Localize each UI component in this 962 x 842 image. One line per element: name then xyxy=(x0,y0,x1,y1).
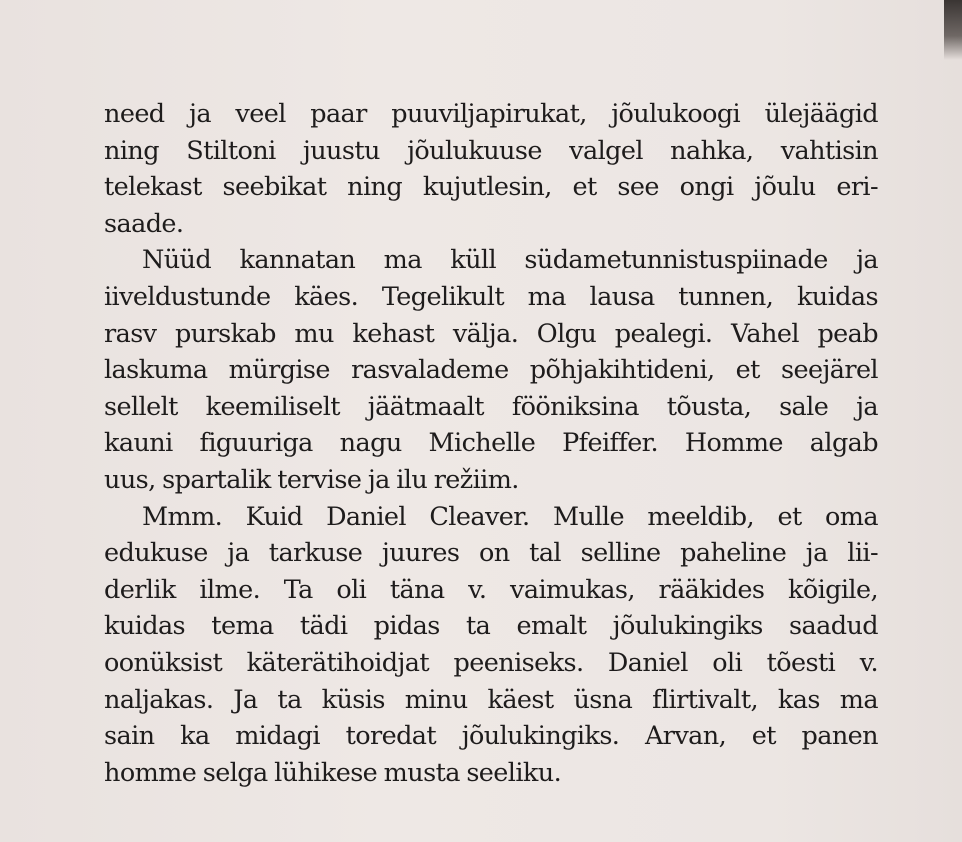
text-line: homme selga lühikese musta seeliku. xyxy=(104,757,562,788)
text-line: need ja veel paar puuviljapirukat, jõulukoogi ülejäägid xyxy=(104,99,878,129)
text-line: laskuma mürgise rasvalademe põhjakihtideni, et seejärel xyxy=(104,355,878,386)
text-line: iiveldustunde käes. Tegelikult ma lausa tunnen, kuidas xyxy=(104,281,878,312)
text-line: saade. xyxy=(104,208,184,239)
text-line: Nüüd kannatan ma küll südametunnistuspiinade ja xyxy=(142,245,878,276)
paragraph-3 xyxy=(104,499,878,792)
paragraph-1 xyxy=(104,96,878,242)
text-line: ning Stiltoni juustu jõulukuuse valgel nahka, vahtisin xyxy=(104,135,878,166)
text-line: derlik ilme. Ta oli täna v. vaimukas, rääkides kõigile, xyxy=(104,574,878,605)
text-line: naljakas. Ja ta küsis minu käest üsna flirtivalt, kas ma xyxy=(104,684,878,715)
text-line: uus, spartalik tervise ja ilu režiim. xyxy=(104,464,519,495)
paragraph-2 xyxy=(104,242,878,498)
text-line: sain ka midagi toredat jõulukingiks. Arvan, et panen xyxy=(104,721,878,752)
text-line: kauni figuuriga nagu Michelle Pfeiffer. Homme algab xyxy=(104,428,878,459)
page-edge-shadow xyxy=(944,0,962,60)
text-line: kuidas tema tädi pidas ta emalt jõulukingiks saadud xyxy=(104,611,878,642)
text-line: oonüksist käterätihoidjat peeniseks. Daniel oli tõesti v. xyxy=(104,647,878,678)
text-line: rasv purskab mu kehast välja. Olgu pealegi. Vahel peab xyxy=(104,318,878,349)
text-line: Mmm. Kuid Daniel Cleaver. Mulle meeldib, et oma xyxy=(142,501,878,532)
text-line: sellelt keemiliselt jäätmaalt fööniksina tõusta, sale ja xyxy=(104,391,878,422)
text-line: telekast seebikat ning kujutlesin, et see ongi jõulu eri- xyxy=(104,172,878,203)
page-text xyxy=(104,96,878,791)
text-line: edukuse ja tarkuse juures on tal selline paheline ja lii- xyxy=(104,538,878,569)
